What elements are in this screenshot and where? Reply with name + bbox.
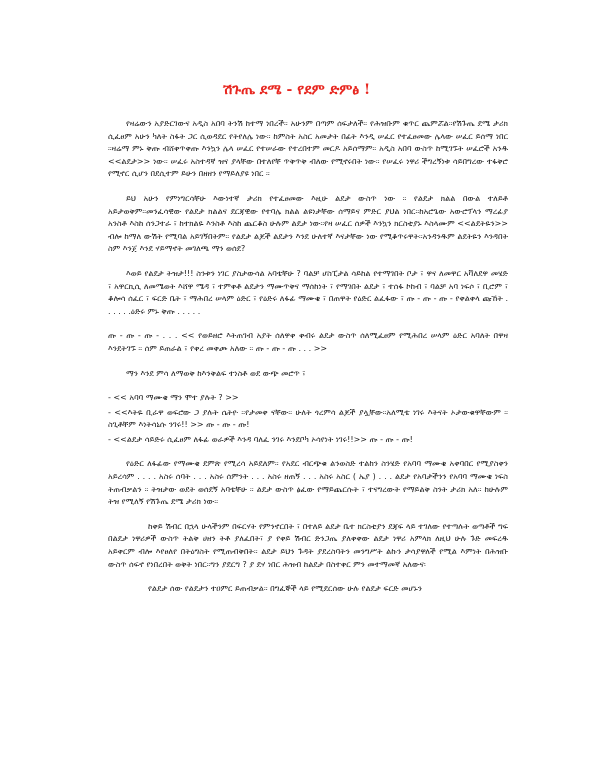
paragraph-7: ከቀይ ሽብር በኋላ ሁላችንም በፍርሃት የምንኖርበት ፣ በተለይ ልደታ ቤተ ክርስቲያን ደጃፍ ላይ ተገለው የተጣሉት ወጣቶች ግፍ በልደታ ነዋሪዎች ውስጥ ትልቅ ሀዘን ትቶ ያለፈበት፣ ያ የቀይ ሽብር ድንጋጤ ያለቀቀው ልደታ ነዋሪ አምላክ ለዚህ ሁሉ ጉድ መፍረዱ አይቀርም ብሎ እየፀለየ በትዕግስት የሚጠብቅበት። ልደታ ይህን ጉዳት ያደረስባትን መንግሥት ልኩን ታሳያዋለች የሚል እምነት በሕዝቡ ውስጥ ሰፍኖ የነበረበት ወቅት ነበር።ግን ያደርግ ? ያ ደሃ ነበር ሕዝብ ከልደታ በስተቀር ምን መተማመኛ አለውና፡ — [108, 521, 508, 569]
document-body — [108, 118, 508, 608]
dialogue-line-3: - <<ልደታ ሳይድሩ ሲፈፀም ለፋፊ ወራዎች እንዳ ባለፈ ንገሩ እንደቦካ ኦሳየነት ነገሩ!!>> ጡ - ጡ - ጡ! — [108, 434, 413, 444]
paragraph-8: የልደታ ሰው የልደታን ተዐምር ይጠብቃል። በግፈኞች ላይ የሚደርሰው ሁሉ የልደታ ፍርድ መሆኑን — [148, 584, 422, 594]
paragraph-5: ማን እንደ ምሳ ለማወቅ ከእንቅልፍ ተነስቶ ወደ ውጭ መሮጥ ፣ — [126, 368, 306, 378]
document-title: ሽጉጤ ደሜ - የደም ድምፅ ! — [222, 82, 371, 98]
paragraph-3: እወይ የልደታ ትዝታ!!! ስንቱን ነገር ያስታውሳል አባቴቸሁ ? ባልቻ ሆስፒታል ሳይከል የተማገበት ቦታ ፣ ዋና ለመዋር አቫለደዋ መሄድ ፣ አዋርኪሲ ለመሜወት እሸዋ ሜዳ ፣ ተምቀቶ ልደታን ማሙጥቅና ማሰከነት ፣ የማገበት ልደታ ፣ ተሰፋ ኮከብ ፣ ባልቻ አባ ነፍሶ ፣ ቢሮም ፣ ቆሎሳ ሰፈር ፣ ፍርድ ቤት ፣ ማሕበረ ሠላም ዕድር ፣ የዕድሩ ለፋፊ ማሙቄ ፣ በጠዋት የዕድር ልፈፋው ፣ ጡ - ጡ - ጡ - የቀልቀላ ጩኸት . . . . . .ዕድሩ ምኑ ቅጡ . . . . . — [108, 268, 508, 316]
dialogue-line-1: - << አባባ ማሙቄ ማን ሞተ ያሉት ? >> — [108, 393, 239, 403]
paragraph-6: የዕድር ለፋፊው የማሙቄ ደምጽ የሚረሳ አይደለም። የአደር ብርጭቁ ልንወስድ ተልከን ስንሄድ የአባባ ማሙቄ አቀባበር የሚያስቀን አይረሳም . . . . አስሩ ሰባት . . . አስሩ ሰምንት . . . አስሩ ዘጠኝ . . . አስሩ አስር ( ኤያ ) . . . ልደታ የአባታችንን የአባባ ማሙቄ ነፍስ ትጠብቃልን ። ትዝታው ወደት ወሰደኝ አባቴቸሁ ። ልደታ ውስጥ ፅፈው የማይጨርሱት ፣ ተናግረውት የማይልቅ ስንት ታሪክ አለ። ከሁሉም ትዝ የሚለኝ የሽጉጤ ደሜ ታሪክ ነው። — [108, 459, 508, 507]
dialogue-line-2: - <<እትዬ ቢራዋ ወፍሮው ጋ ያሉት ሴትዮ ።የታመቀ ናቸው። ሁለት ጎረምሳ ልጆች ያሏቸው።አለሚቴ ነገሩ እትናት ኦታውቁዋቸውም ። ስጊቶቸም እነትሳኒሱ ንገሩ!! >> ጡ - ጡ - ጡ! — [108, 407, 508, 430]
paragraph-4: ጡ - ጡ - ጡ - . . . << የወይዘሮ እትጠገብ አያት ሰለዋቀ ቀብሩ ልደታ ውስጥ ሰለሚፈፀም የሚሕበረ ሠላም ዕድር አባለት በዋዛ እንደትገኙ ። ሰም ይጠራል ፣ የቀረ መቀጮ አለው ። ጡ - ጡ - ጡ . . . >> — [108, 331, 508, 353]
paragraph-1: የዛሬውን አያድርገውና አዲስ አበባ ትንሽ ከተማ ነበረች። አሁንም በጣም ሰፍታለች። የሕዝቡም ቁጥር ጨምሯል።የሽጉጤ ደሜ ታሪክ ሲፈፀም አሁን ካለት ስፋት ጋር ሲወዳደር የትየለሌ ነው። ከምስት አስር አመታት በፊት እንዲ ሠፈር የተፈፀመው ሌላው ሠፈር ይሰማ ነበር ።ዛሬማ ምኑ ቅጡ ብሸቀጥቀጡ እንኳን ሌላ ሠፈር የተሠራው የተረበተም መርዶ አይሰማም። አዲስ አበባ ውስጥ ከሚገኙት ሠፈሮች አንዱ <<ልደታ>> ነው። ሠፈሩ አስተዳኛ ዝና ያላቸው በተለየቸ ጥቅጥቅ ብለው የሚኖሩበት ነው። የሠፈሩ ነዋሪ ችግረኝነቱ ሳይበግረው ተፋቅሮ የሚኖር ሲሆን በደሲተም ይሁን በዘዘን የማይለያዩ ነበር ። — [108, 119, 508, 179]
paragraph-2: ይህ አሁን የምነግርሳቸሁ እውነተኛ ታሪክ የተፈፀመው እዚሁ ልደታ ውስጥ ነው ። የልደታ ክልል በውል ተለይቶ አይታወቅም።መንፈሳዊው የልደታ ክልልና ደርጃዊው የተባሌ ክልል ልዩነታቸው ሰማይና ምድር ያህል ነበር።ከአሮጌው አውሮፕላን ማረፊያ አንስቶ እስከ ሰንጋተራ ፣ ከተክልዬ እንስቶ እስከ ጨርቆስ ሁሉም ልደታ ነው።የዛ ሠፈር ሰዎች እንኳን ክርስቲያኑ እስላሙም <<ልደትዬን>> ብሎ ከማለ ውሽት የሚባል አይገኝበትም። የልደታ ልጆች ልደታን እንደ ሁለተኛ እናታቸው ነው የሚቆጥሩዋት።አንዳንዱም ልደትዬን እንዳበት ስም እንጀ እንደ ሃይማኖት መገለጫ ማን ወሰደ? — [108, 193, 508, 254]
